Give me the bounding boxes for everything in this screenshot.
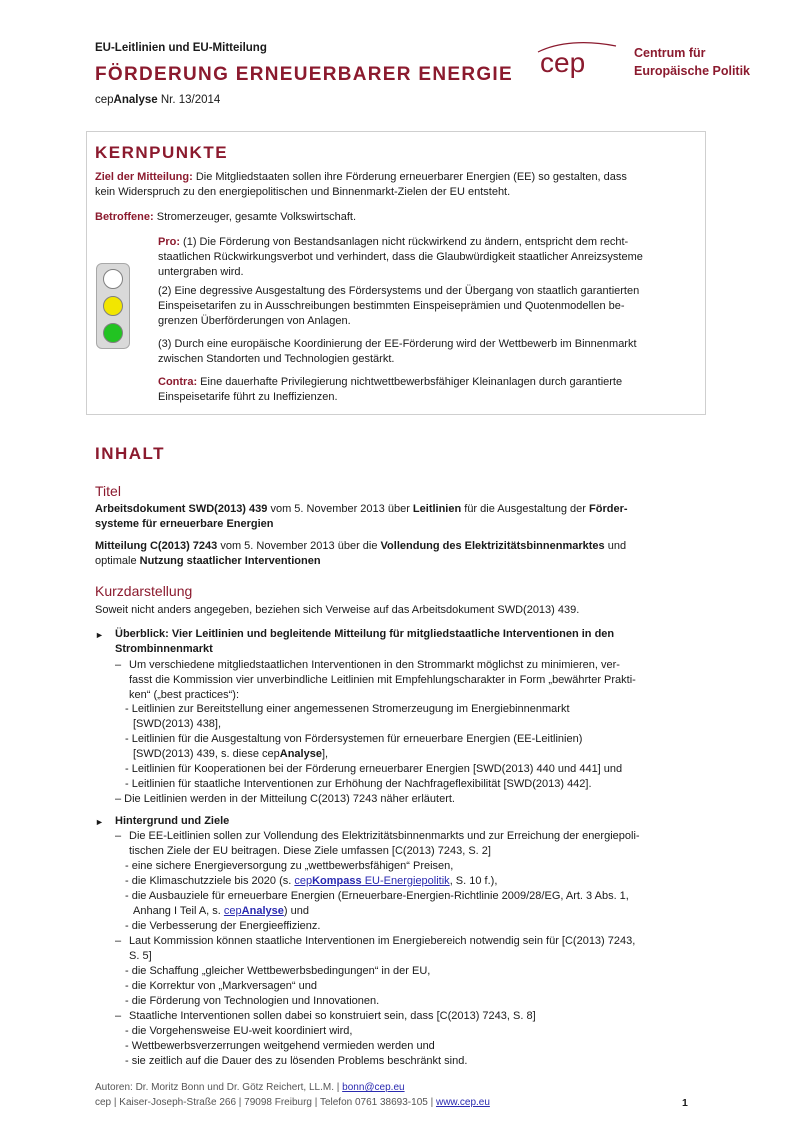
bullet-2-dash-2 [129, 934, 687, 964]
bullet-1-dash-2: – Die Leitlinien werden in der Mitteilung C(2013) 7243 näher erläutert. [115, 793, 455, 805]
bullet-2-sublist-2 [125, 964, 687, 1009]
b2-s10-line: - sie zeitlich auf die Dauer des zu lösenden Problems beschränkt sind. [125, 1055, 468, 1067]
ziel-text-1: Die Mitgliedstaaten sollen ihre Förderung erneuerbarer Energien (EE) so gestalten, dass [192, 171, 627, 183]
website-link[interactable]: www.cep.eu [435, 1097, 490, 1108]
issue-number [95, 94, 220, 106]
contra-line-1 [158, 375, 690, 390]
pro-2-line-3: grenzen Überförderungen von Anlagen. [158, 315, 351, 327]
betroffene-label: Betroffene: [95, 211, 154, 223]
b2-s9-line: - Wettbewerbsverzerrungen weitgehend vermieden werden und [125, 1040, 435, 1052]
b2-s7-line: - die Förderung von Technologien und Innovationen. [125, 995, 380, 1007]
dash-mark: – [115, 935, 122, 947]
footer-authors-text: Autoren: Dr. Moritz Bonn und Dr. Götz Reichert, LL.M. | [95, 1082, 343, 1093]
b1-s1-line-2: [SWD(2013) 438], [133, 718, 222, 730]
page-number: 1 [682, 1097, 688, 1109]
titel-1-foerder: Förder- [589, 503, 628, 515]
traffic-light-yellow-lamp [103, 296, 123, 316]
pro-2-line-1: (2) Eine degressive Ausgestaltung des Fördersystems und der Übergang von staatlich garantierten [158, 285, 640, 297]
b2-s8-line: - die Vorgehensweise EU-weit koordiniert wird, [125, 1025, 353, 1037]
b2-s3-text: Anhang I Teil A, s. [133, 905, 224, 917]
document-title: FÖRDERUNG ERNEUERBARER ENERGIE [95, 64, 513, 85]
titel-1-line-2: systeme für erneuerbare Energien [95, 518, 274, 530]
b2-s5-line: - die Schaffung „gleicher Wettbewerbsbedingungen“ in der EU, [125, 965, 431, 977]
pro-label: Pro: [158, 236, 180, 248]
author-email-link[interactable]: bonn@cep.eu [342, 1082, 405, 1093]
cepanalyse-link-prefix: cep [223, 905, 242, 917]
cepanalyse-link[interactable] [224, 905, 284, 917]
kurzdarstellung-intro: Soweit nicht anders angegeben, beziehen sich Verweise auf das Arbeitsdokument SWD(2013) 439. [95, 604, 580, 616]
footer-authors [95, 1082, 405, 1093]
pro-3-line-2: zwischen Standorten und Technologien gestärkt. [158, 353, 395, 365]
cepkompass-link-bold: Kompass [312, 875, 362, 887]
b2-s3-line-1: - die Ausbauziele für erneuerbare Energien (Erneuerbare-Energien-Richtlinie 2009/28/EG, Art. 3 Abs. 1, [125, 890, 629, 902]
titel-2-doc: Mitteilung C(2013) 7243 [95, 540, 218, 552]
logo-line-2: Europäische Politik [634, 64, 751, 78]
pro-1-line-2: staatlichen Rückwirkungsverbot und verhindert, dass die Glaubwürdigkeit staatlicher Anreizsysteme [158, 251, 643, 263]
footer-address-text: cep | Kaiser-Joseph-Straße 266 | 79098 Freiburg | Telefon 0761 38693-105 | [95, 1097, 436, 1108]
inhalt-heading: INHALT [95, 444, 166, 463]
issue-rest: Nr. 13/2014 [157, 94, 221, 106]
bullet-1-title-line-1: Überblick: Vier Leitlinien und begleitende Mitteilung für mitgliedstaatliche Interventionen in den [115, 628, 615, 640]
b1-s2-end: ], [321, 748, 329, 760]
cepanalyse-link-bold: Analyse [241, 905, 284, 917]
titel-2-line-2 [95, 554, 687, 569]
b2-s3-line-2 [125, 904, 687, 919]
traffic-light-white-lamp [103, 269, 123, 289]
traffic-light-green-lamp [103, 323, 123, 343]
titel-1-leitlinien: Leitlinien [412, 503, 462, 515]
titel-2-nutzung: Nutzung staatlicher Interventionen [139, 555, 321, 567]
bullet-1-sublist [125, 702, 687, 792]
betroffene-line [95, 210, 356, 225]
contra-paragraph [158, 375, 690, 405]
b2-s2-end: , S. 10 f.), [449, 875, 498, 887]
issue-bold: Analyse [113, 94, 158, 106]
titel-1-mid: für die Ausgestaltung der [461, 503, 590, 515]
titel-2-date: vom 5. November 2013 über die [217, 540, 381, 552]
b1-s4-line: - Leitlinien für staatliche Interventionen zur Erhöhung der Nachfrageflexibilität [SWD(2013) 442]. [125, 778, 592, 790]
issue-prefix: cep [95, 94, 114, 106]
bullet-2-title: Hintergrund und Ziele [115, 815, 230, 827]
pro-1-line-1 [158, 235, 690, 250]
titel-2-line-1 [95, 539, 687, 554]
b2-s6-line: - die Korrektur von „Markversagen“ und [125, 980, 317, 992]
b2-d2-line-2: S. 5] [129, 950, 152, 962]
kurzdarstellung-heading: Kurzdarstellung [95, 583, 193, 599]
cepkompass-link-rest: EU-Energiepolitik [361, 875, 450, 887]
contra-label: Contra: [158, 376, 198, 388]
bullet-1-dash-1 [129, 658, 687, 703]
dash-mark: – [115, 659, 122, 671]
cep-logo-icon [530, 36, 620, 84]
bullet-1-title [115, 627, 687, 657]
b1-s2-analyse: Analyse [279, 748, 322, 760]
logo-text [634, 44, 750, 80]
bullet-2-dash-3: Staatliche Interventionen sollen dabei so konstruiert sein, dass [C(2013) 7243, S. 8] [129, 1010, 536, 1022]
b1-s2-line-2 [125, 747, 687, 762]
contra-text-1: Eine dauerhafte Privilegierung nichtwettbewerbsfähiger Kleinanlagen durch garantierte [197, 376, 623, 388]
pro-3-line-1: (3) Durch eine europäische Koordinierung der EE-Förderung wird der Wettbewerb im Binnenmarkt [158, 338, 637, 350]
bullet-arrow-icon: ► [95, 817, 104, 827]
ziel-paragraph [95, 170, 697, 200]
b1-d1-line-1: Um verschiedene mitgliedstaatlichen Interventionen in den Strommarkt möglichst zu minimieren, ver- [129, 659, 620, 671]
pro-2-line-2: Einspeisetarifen zu in Ausschreibungen bestimmten Einspeiseprämien und Quotenmodellen be- [158, 300, 625, 312]
ziel-line-1 [95, 170, 697, 185]
cepkompass-link[interactable] [294, 875, 449, 887]
titel-1-line-1 [95, 502, 687, 517]
bullet-2-dash-1 [129, 829, 687, 859]
ziel-label: Ziel der Mitteilung: [95, 171, 193, 183]
b1-s2-ref: [SWD(2013) 439, s. diese cep [133, 748, 280, 760]
titel-1-paragraph [95, 502, 687, 532]
pro-1-paragraph [158, 235, 690, 280]
bullet-2-sublist-3 [125, 1024, 687, 1069]
bullet-2-sublist-1 [125, 859, 687, 934]
dash-mark: – [115, 1010, 122, 1022]
titel-heading: Titel [95, 483, 121, 499]
titel-2-optimale: optimale [95, 555, 140, 567]
b1-s3-line: - Leitlinien für Kooperationen bei der Förderung erneuerbarer Energien [SWD(2013) 440 und 441] und [125, 763, 623, 775]
traffic-light-icon [96, 263, 130, 349]
ziel-line-2: kein Widerspruch zu den energiepolitischen und Binnenmarkt-Zielen der EU entsteht. [95, 186, 511, 198]
b2-d2-line-1: Laut Kommission können staatliche Interventionen im Energiebereich notwendig sein für [C(2013) 7243, [129, 935, 636, 947]
b2-s4-line: - die Verbesserung der Energieeffizienz. [125, 920, 321, 932]
betroffene-text: Stromerzeuger, gesamte Volkswirtschaft. [153, 211, 357, 223]
pro-3-paragraph [158, 337, 690, 367]
titel-2-paragraph [95, 539, 687, 569]
b2-s2-line [125, 874, 687, 889]
b1-s2-line-1: - Leitlinien für die Ausgestaltung von Fördersystemen für erneuerbare Energien (EE-Leitlinien) [125, 733, 583, 745]
cepkompass-link-prefix: cep [294, 875, 313, 887]
b1-s1-line-1: - Leitlinien zur Bereitstellung einer angemessenen Stromerzeugung im Energiebinnenmarkt [125, 703, 570, 715]
titel-2-vollendung: Vollendung des Elektrizitätsbinnenmarktes [380, 540, 605, 552]
b1-d1-line-2: fasst die Kommission vier unverbindliche Leitlinien mit Empfehlungscharakter in Form „bewährter Prakti- [129, 674, 636, 686]
titel-1-date: vom 5. November 2013 über [267, 503, 413, 515]
bullet-arrow-icon: ► [95, 630, 104, 640]
b2-d1-line-1: Die EE-Leitlinien sollen zur Vollendung des Elektrizitätsbinnenmarkts und zur Erreichung der energiepoli- [129, 830, 640, 842]
pro-2-paragraph [158, 284, 690, 329]
b2-s1-line: - eine sichere Energieversorgung zu „wettbewerbsfähigen“ Preisen, [125, 860, 454, 872]
kernpunkte-heading: KERNPUNKTE [95, 143, 229, 162]
pro-1-text-1: (1) Die Förderung von Bestandsanlagen nicht rückwirkend zu ändern, entspricht dem recht- [180, 236, 629, 248]
b1-d1-line-3: ken“ („best practices“): [129, 689, 240, 701]
titel-2-und: und [604, 540, 627, 552]
b2-s2-text: - die Klimaschutzziele bis 2020 (s. [125, 875, 295, 887]
footer-address [95, 1097, 490, 1108]
bullet-1-title-line-2: Strombinnenmarkt [115, 643, 213, 655]
document-subtitle: EU-Leitlinien und EU-Mitteilung [95, 42, 267, 54]
titel-1-doc: Arbeitsdokument SWD(2013) 439 [95, 503, 268, 515]
logo-mark: cep [540, 47, 586, 78]
logo-line-1: Centrum für [634, 46, 706, 60]
b2-d1-line-2: tischen Ziele der EU beitragen. Diese Ziele umfassen [C(2013) 7243, S. 2] [129, 845, 491, 857]
dash-mark: – [115, 830, 122, 842]
b2-s3-end: ) und [283, 905, 309, 917]
contra-line-2: Einspeisetarife führt zu Ineffizienzen. [158, 391, 338, 403]
pro-1-line-3: untergraben wird. [158, 266, 244, 278]
